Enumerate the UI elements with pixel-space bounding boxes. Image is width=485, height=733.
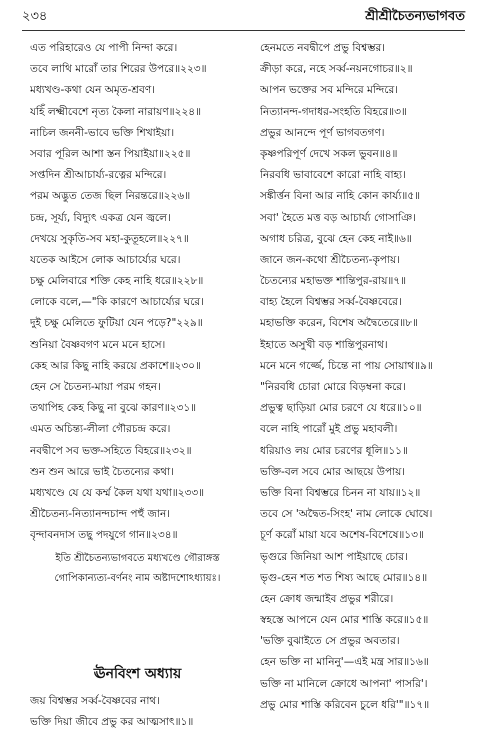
verse-line: জানে জন-কথো শ্রীচৈতন্য-কৃপায়। — [260, 253, 400, 266]
verse-line: ভক্তি দিয়া জীবে প্রভু কর আত্মসাৎ॥১॥ — [30, 715, 194, 728]
verse-line: দুই চক্ষু মেলিতে ফুটিয়া যেন পড়ে?"২২৯॥ — [30, 317, 203, 330]
verse-line: বাহ্য হৈলে বিশ্বম্ভর সর্ব্ব-বৈষ্ণবেরে। — [260, 296, 402, 309]
verse-line: হেনমতে নবদ্বীপে প্রভু বিশ্বম্ভর। — [260, 42, 386, 54]
verse-line: শুন শুন আরে ভাই চৈতন্যের কথা। — [30, 465, 174, 478]
verse-line: স্বহস্তে আপনে যেন মোর শাস্তি করে॥১৫॥ — [260, 614, 429, 627]
verse-line: তথাপিহ কেহ কিছু না বুঝে কারণ॥২৩১॥ — [30, 402, 197, 415]
verse-line: চৈতন্যের মহাভক্ত শান্তিপুর-রায়॥৭॥ — [260, 275, 407, 288]
verse-line: ভৃগুরে জিনিয়া আশ পাইয়াছে চোর। — [260, 550, 408, 563]
verse-line: যতেক আইসে লোক আচার্য্যের ঘরে। — [30, 253, 181, 266]
left-column — [30, 38, 245, 733]
verse-line: লোকে বলে,—"কি কারণে আচার্য্যের ঘরে। — [30, 296, 204, 309]
verse-line: সঙ্কীর্ত্তন বিনা আর নাহি কোন কার্য্য॥৫॥ — [260, 190, 421, 203]
right-column — [260, 38, 475, 716]
verse-line: কৃষ্ণপরিপূর্ণ দেখে সকল ভুবন॥৪॥ — [260, 147, 398, 160]
verse-line: জয় বিশ্বম্ভর সর্ব্ব-বৈষ্ণবের নাথ। — [30, 694, 160, 707]
chapter-title: ঊনবিংশ অধ্যায় — [93, 665, 182, 682]
page-number: ২৩৪ — [22, 8, 48, 24]
verse-line: অগাধ চরিত্র, বুঝে হেন কেহ নাই॥৬॥ — [260, 232, 412, 245]
verse-line: ক্রীড়া করে, নহে সর্ব্ব-নয়নগোচর॥২॥ — [260, 63, 413, 76]
verse-line: বলে নাহি পারোঁ মুই প্রভু মহাবলী। — [260, 423, 398, 436]
verse-line: নবদ্বীপে সব ভক্ত-সহিতে বিহরে॥২৩২॥ — [30, 444, 192, 457]
verse-line: পরম অদ্ভুত তেজ ছিল নিরন্তরে॥২২৬॥ — [30, 190, 191, 203]
verse-line: ইহাতে অসুখী বড় শান্তিপুরনাথ। — [260, 338, 388, 351]
verse-line: প্রভু মোর শাস্তি করিবেন চুলে ধরি'"॥১৭॥ — [260, 698, 430, 711]
verse-line: প্রভুত্ব ছাড়িয়া মোর চরণে যে ধরে॥১০॥ — [260, 402, 422, 415]
verse-line: ধরিয়াও লয় মোর চরণের ধূলি॥১১॥ — [260, 444, 408, 457]
verse-line: হেন ভক্তি না মানিনু'—এই মন্ত্র সার॥১৬॥ — [260, 656, 429, 669]
verse-line: শুনিয়া বৈষ্ণবগণ মনে মনে হাসে। — [30, 338, 166, 351]
verse-line: সপ্তদিন শ্রীআচার্য্য-রত্নের মন্দিরে। — [30, 169, 167, 182]
verse-line: সবা' হৈতে মত্ত বড় আচার্য্য গোসাঞি। — [260, 211, 417, 224]
verse-line: তবে সে 'অদ্বৈত-সিংহ' নাম লোকে ঘোষে। — [260, 508, 433, 521]
verse-line: মহাভক্তি করেন, বিশেষ অদ্বৈতেরে॥৮॥ — [260, 317, 418, 330]
verse-line: মধ্যখণ্ড-কথা যেন অমৃত-শ্রবণ। — [30, 84, 155, 97]
verse-line: এত পরিহারেও যে পাপী নিন্দা করে। — [30, 42, 178, 54]
verse-line: নিত্যানন্দ-গদাধর-সংহতি বিহরে॥৩॥ — [260, 105, 407, 118]
verse-line: শ্রীচৈতন্য-নিত্যানন্দচান্দ পহুঁ জান। — [30, 508, 171, 521]
verse-line: তবে লাথি মারোঁ তার শিরের উপরে॥২২৩॥ — [30, 63, 207, 76]
verse-line: যহিঁ লক্ষ্মীবেশে নৃত্য কৈলা নারায়ণ॥২২৪॥ — [30, 105, 202, 118]
verse-line: প্রভুর আনন্দে পূর্ণ ভাগবতগণ। — [260, 126, 385, 139]
colophon-line: ইতি শ্রীচৈতন্যভাগবতে মধ্যখণ্ডে গৌরাঙ্গস্ত — [55, 552, 220, 564]
verse-line: মনে মনে গর্জ্জে, চিন্তে না পায় সোয়াথ॥৯॥ — [260, 359, 433, 372]
verse-line: চূর্ণ করোঁ মায়া যবে অশেষ-বিশেষে॥১৩॥ — [260, 529, 424, 542]
verse-line: চন্দ্র, সূর্য্য, বিদ্যুৎ একত্র যেন জ্বলে। — [30, 211, 171, 224]
verse-line: দেখয়ে সুকৃতি-সব মহা-কুতূহলে॥২২৭॥ — [30, 232, 189, 245]
page-header — [22, 4, 465, 31]
verse-line: ভৃগু-হেন শত শত শিষ্য আছে মোর॥১৪॥ — [260, 571, 428, 584]
verse-line: 'ভক্তি বুঝাইতে সে প্রভুর অবতার। — [260, 635, 400, 648]
verse-line: বৃন্দাবনদাস তছু পদযুগে গান॥২৩৪॥ — [30, 529, 178, 542]
verse-line: নিরবধি ভাবাবেশে কারো নাহি বাহ্য। — [260, 169, 406, 182]
verse-line: হেন সে চৈতন্য-মায়া পরম গহন। — [30, 381, 161, 393]
running-title: শ্রীশ্রীচৈতন্যভাগবত — [365, 8, 465, 24]
verse-line: সবার পূরিল আশা স্তন পিয়াইয়া॥২২৫॥ — [30, 147, 191, 160]
verse-line: "নিরবধি চোরা মোরে বিড়ম্বনা করে। — [260, 381, 406, 393]
chapter-end-note — [30, 547, 245, 587]
verse-line: ভক্তি বিনা বিশ্বম্ভরে চিনন না যায়॥১২॥ — [260, 486, 421, 499]
verse-line: ভক্তি না মানিলে ক্রোধে আপনা' পাসরি'। — [260, 677, 428, 690]
section-gap — [30, 587, 245, 657]
verse-line: এমত অচিন্ত্য-লীলা গৌরচন্দ্র করে। — [30, 423, 171, 436]
verse-line: কেহ আর কিছু নাহি করয়ে প্রকাশে॥২৩০॥ — [30, 359, 201, 372]
verse-line: হেন ক্রোধ জন্মাইব প্রভুর শরীরে। — [260, 592, 394, 605]
verse-line: চক্ষু মেলিবারে শক্তি কেহ নাহি ধরে॥২২৮॥ — [30, 275, 204, 288]
verse-line: নাচিল জননী-ভাবে ভক্তি শিখাইয়া। — [30, 126, 175, 139]
colophon-line: গোপিকান্যত্য-বর্ণনং নাম অষ্টাদশোঽধ্যায়ঃ। — [54, 572, 221, 584]
verse-line: ভক্তি-বল সবে মোর আছয়ে উপায়। — [260, 465, 406, 478]
verse-line: মধ্যখণ্ডে যে যে কর্ম্ম কৈল যথা যথা॥২৩৩॥ — [30, 486, 205, 499]
verse-line: আপন ভক্তের সব মন্দিরে মন্দিরে। — [260, 84, 399, 97]
